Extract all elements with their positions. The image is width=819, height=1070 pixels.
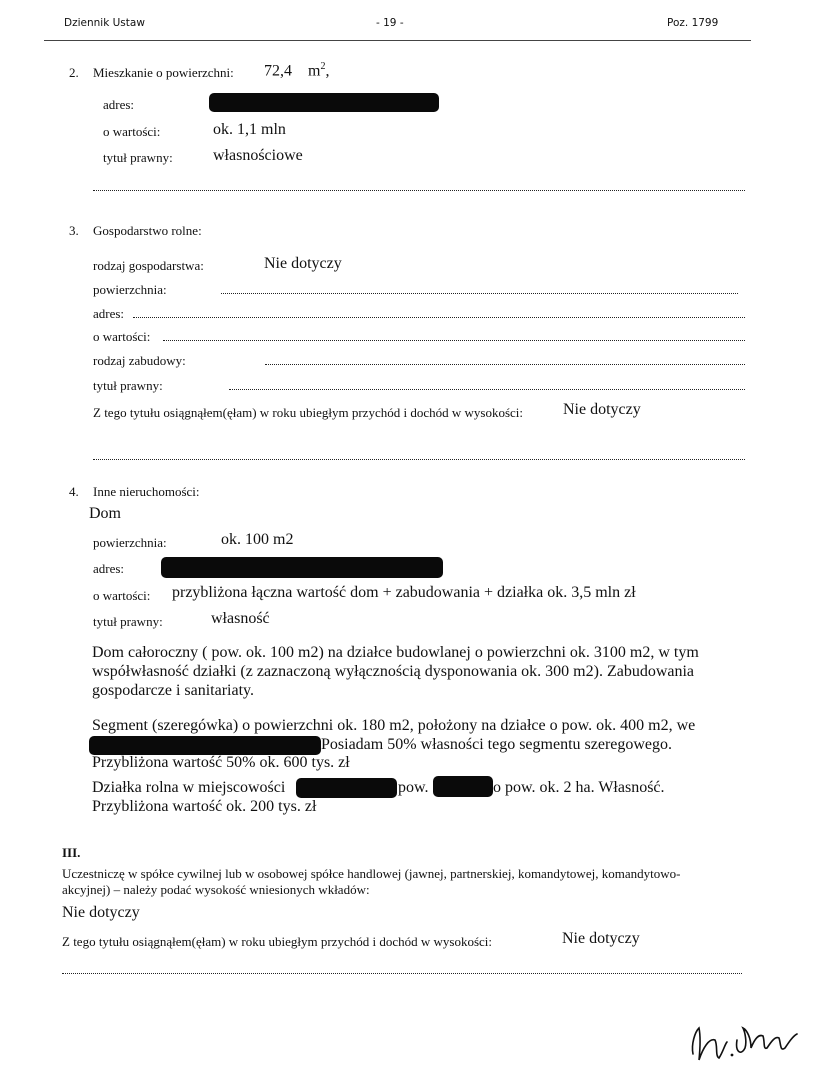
dotted-line bbox=[133, 317, 745, 318]
redacted-address bbox=[209, 93, 439, 112]
value-label: o wartości: bbox=[93, 329, 151, 344]
section-heading: III. bbox=[62, 845, 81, 860]
apartment-area bbox=[264, 61, 329, 80]
income-label: Z tego tytułu osiągnąłem(ęłam) w roku ubiegłym przychód i dochód w wysokości: bbox=[93, 405, 523, 420]
section-text-line-2: akcyjnej) – należy podać wysokość wniesionych wkładów: bbox=[62, 882, 370, 897]
dotted-line bbox=[62, 973, 742, 974]
house-description: Dom całoroczny ( pow. ok. 100 m2) na działce budowlanej o powierzchni ok. 3100 m2, w tym współwłasność działki (z zaznaczoną wyłącznością dysponowania ok. 300 m2). Zabudowania gospodarcze i sanitariaty. bbox=[92, 644, 699, 699]
section-text-line-1: Uczestniczę w spółce cywilnej lub w osobowej spółce handlowej (jawnej, partnerskiej, komandytowej, komandytowo- bbox=[62, 866, 681, 881]
position-number: Poz. 1799 bbox=[667, 17, 719, 29]
redacted-location bbox=[89, 736, 321, 755]
plot-line-1-end: o pow. ok. 2 ha. Własność. bbox=[493, 779, 665, 796]
plot-line-2: Przybliżona wartość ok. 200 tys. zł bbox=[92, 798, 317, 815]
income-value: Nie dotyczy bbox=[563, 401, 641, 418]
house-value: przybliżona łączna wartość dom + zabudowania + działka ok. 3,5 mln zł bbox=[172, 584, 636, 601]
farm-type-label: rodzaj gospodarstwa: bbox=[93, 258, 204, 273]
property-subtitle: Dom bbox=[89, 505, 121, 522]
item-number: 3. bbox=[69, 223, 79, 238]
segment-line-3: Przybliżona wartość 50% ok. 600 tys. zł bbox=[92, 754, 350, 771]
area-label: powierzchnia: bbox=[93, 282, 167, 297]
journal-name: Dziennik Ustaw bbox=[64, 17, 145, 29]
legal-title-label: tytuł prawny: bbox=[93, 614, 163, 629]
redacted-district bbox=[433, 776, 493, 797]
dotted-line bbox=[163, 340, 745, 341]
dotted-line bbox=[93, 459, 745, 460]
building-type-label: rodzaj zabudowy: bbox=[93, 353, 186, 368]
area-label: powierzchnia: bbox=[93, 535, 167, 550]
dotted-line bbox=[265, 364, 745, 365]
redacted-village bbox=[296, 778, 397, 798]
item-number: 4. bbox=[69, 484, 79, 499]
redacted-address bbox=[161, 557, 443, 578]
address-label: adres: bbox=[103, 97, 135, 112]
legal-title-value: własność bbox=[211, 610, 270, 627]
dotted-line bbox=[221, 293, 738, 294]
item-title: Gospodarstwo rolne: bbox=[93, 223, 202, 238]
area-suffix: , bbox=[325, 62, 330, 80]
income-label: Z tego tytułu osiągnąłem(ęłam) w roku ubiegłym przychód i dochód w wysokości: bbox=[62, 934, 492, 949]
value-label: o wartości: bbox=[93, 588, 151, 603]
segment-line-1: Segment (szeregówka) o powierzchni ok. 180 m2, położony na działce o pow. ok. 400 m2, we bbox=[92, 717, 696, 734]
page-number: - 19 - bbox=[376, 17, 404, 29]
plot-line-1-start: Działka rolna w miejscowości bbox=[92, 779, 286, 796]
handwritten-signature bbox=[685, 1008, 805, 1068]
item-number: 2. bbox=[69, 65, 79, 80]
legal-title-value: własnościowe bbox=[213, 147, 303, 164]
address-label: adres: bbox=[93, 306, 125, 321]
segment-line-2: Posiadam 50% własności tego segmentu szeregowego. bbox=[321, 736, 673, 753]
area-value: 72,4 bbox=[264, 62, 292, 80]
area-unit: m bbox=[308, 62, 321, 80]
area-unit-superscript: 2 bbox=[320, 61, 326, 72]
house-area: ok. 100 m2 bbox=[221, 531, 294, 548]
value-label: o wartości: bbox=[103, 124, 161, 139]
address-label: adres: bbox=[93, 561, 125, 576]
item-title: Mieszkanie o powierzchni: bbox=[93, 65, 234, 80]
income-value: Nie dotyczy bbox=[562, 930, 640, 947]
section-answer: Nie dotyczy bbox=[62, 904, 140, 921]
header-rule bbox=[44, 40, 751, 41]
farm-type-value: Nie dotyczy bbox=[264, 255, 342, 272]
dotted-line bbox=[229, 389, 745, 390]
apartment-value: ok. 1,1 mln bbox=[213, 121, 286, 138]
legal-title-label: tytuł prawny: bbox=[103, 150, 173, 165]
item-title: Inne nieruchomości: bbox=[93, 484, 200, 499]
legal-title-label: tytuł prawny: bbox=[93, 378, 163, 393]
plot-line-1-mid: pow. bbox=[398, 779, 429, 796]
dotted-line bbox=[93, 190, 745, 191]
